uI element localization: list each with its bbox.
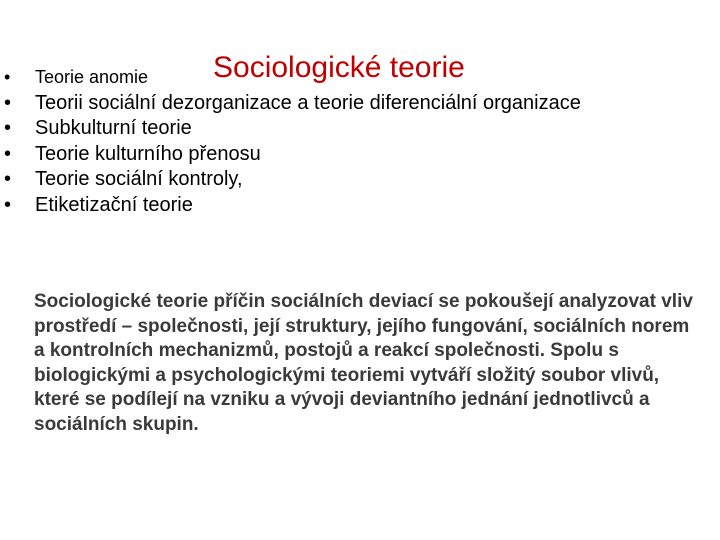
description-paragraph: Sociologické teorie příčin sociálních deviací se pokoušejí analyzovat vliv prostředí – společnosti, její struktury, jejího fungování, sociálních norem a kontrolních mechanizmů, postojů a reakcí společnosti. Spolu s biologickými a psychologickými teoriemi vytváří složitý soubor vlivů, které se podílejí na vzniku a vývoji deviantního jednání jednotlivců a sociálních skupin. [34, 291, 693, 435]
bullet-text: Teorie sociální kontroly, [35, 168, 243, 190]
bullet-item [0, 91, 700, 117]
bullet-dot-icon: • [4, 117, 12, 139]
bullet-dot-icon: • [4, 91, 12, 114]
bullet-text: Teorie anomie [35, 67, 149, 87]
bullet-text: Etiketizační teorie [35, 193, 193, 216]
bullet-dot-icon: • [4, 168, 12, 190]
bullet-text: Subkulturní teorie [35, 117, 192, 139]
bullet-item [0, 116, 700, 142]
bullet-item [0, 142, 700, 168]
bullet-list [0, 65, 700, 218]
bullet-text: Teorie kulturního přenosu [35, 142, 261, 165]
bullet-dot-icon: • [4, 193, 12, 216]
bullet-item [0, 167, 700, 193]
bullet-item [0, 193, 700, 219]
bullet-dot-icon: • [4, 142, 12, 165]
bullet-dot-icon: • [4, 67, 11, 87]
bullet-item [0, 65, 700, 91]
bullet-text: Teorii sociální dezorganizace a teorie diferenciální organizace [35, 91, 581, 114]
slide-title: Sociologické teorie [213, 51, 465, 84]
